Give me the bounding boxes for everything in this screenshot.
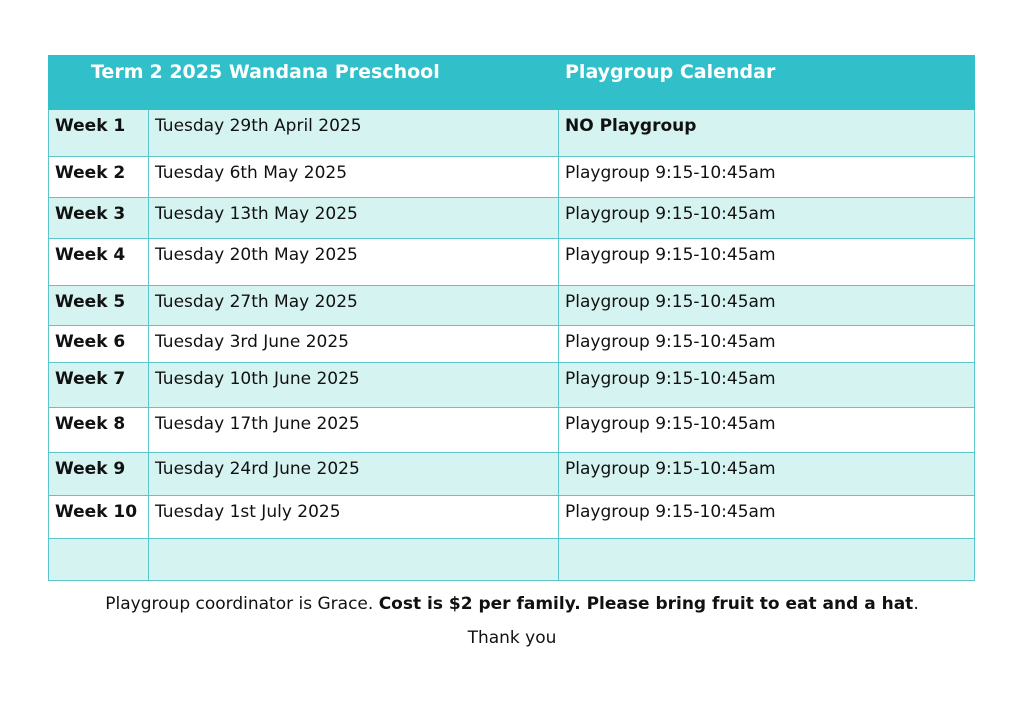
table-row [49,363,975,408]
header-title-cell [49,56,559,110]
date-cell: Tuesday 1st July 2025 [149,496,559,539]
empty-cell [559,539,975,581]
table-row [49,453,975,496]
coordinator-text: Playgroup coordinator is Grace. [105,594,374,614]
header-calendar: Playgroup Calendar [559,56,975,110]
table-row [49,198,975,239]
date-cell: Tuesday 29th April 2025 [149,110,559,157]
cost-text: Cost is $2 per family. Please bring fruit to eat and a hat [378,594,914,614]
date-cell: Tuesday 6th May 2025 [149,157,559,198]
week-cell: Week 6 [49,326,149,363]
week-cell: Week 9 [49,453,149,496]
date-cell: Tuesday 20th May 2025 [149,239,559,286]
table-row [49,286,975,326]
note-cell: Playgroup 9:15-10:45am [559,363,975,408]
table-row [49,408,975,453]
thank-you-text: Thank you [467,628,557,648]
empty-table-row [49,539,975,581]
week-cell: Week 7 [49,363,149,408]
note-cell: Playgroup 9:15-10:45am [559,239,975,286]
table-row [49,110,975,157]
table-header-row [49,56,975,110]
date-cell: Tuesday 13th May 2025 [149,198,559,239]
date-cell: Tuesday 3rd June 2025 [149,326,559,363]
week-cell: Week 3 [49,198,149,239]
empty-cell [49,539,149,581]
header-school: 2 2025 Wandana Preschool [149,61,440,83]
note-cell: Playgroup 9:15-10:45am [559,496,975,539]
note-cell: Playgroup 9:15-10:45am [559,198,975,239]
footer-period: . [913,594,919,614]
footer-note [0,594,1024,614]
week-cell: Week 8 [49,408,149,453]
date-cell: Tuesday 24rd June 2025 [149,453,559,496]
date-cell: Tuesday 27th May 2025 [149,286,559,326]
week-cell: Week 10 [49,496,149,539]
note-cell: Playgroup 9:15-10:45am [559,408,975,453]
note-cell: Playgroup 9:15-10:45am [559,286,975,326]
table-row [49,239,975,286]
note-cell: Playgroup 9:15-10:45am [559,453,975,496]
week-cell: Week 4 [49,239,149,286]
week-cell: Week 1 [49,110,149,157]
table-row [49,326,975,363]
header-term: Term [91,61,144,83]
table-row [49,496,975,539]
note-cell: Playgroup 9:15-10:45am [559,157,975,198]
week-cell: Week 5 [49,286,149,326]
note-cell: Playgroup 9:15-10:45am [559,326,975,363]
table-row [49,157,975,198]
date-cell: Tuesday 10th June 2025 [149,363,559,408]
date-cell: Tuesday 17th June 2025 [149,408,559,453]
week-cell: Week 2 [49,157,149,198]
playgroup-calendar-table [48,55,975,581]
empty-cell [149,539,559,581]
note-cell: NO Playgroup [559,110,975,157]
